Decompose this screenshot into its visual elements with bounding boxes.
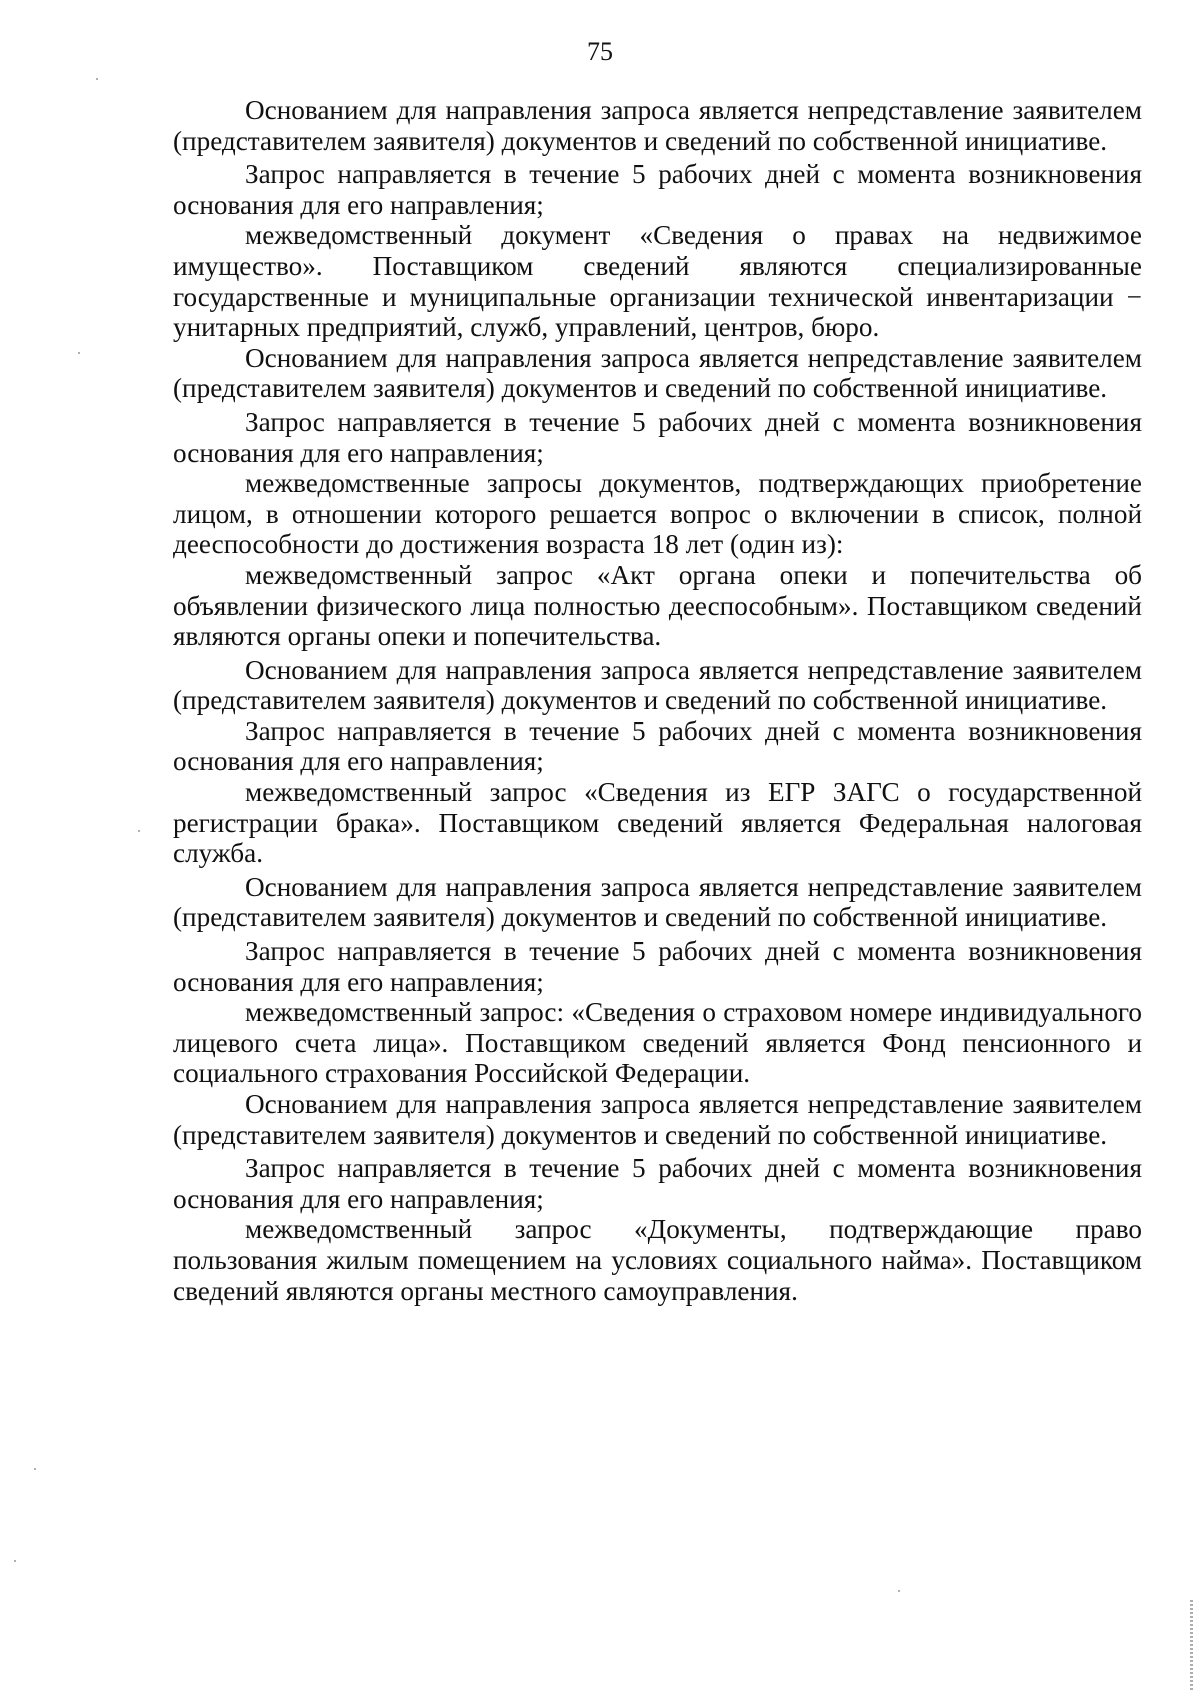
- scan-speck: [14, 1560, 16, 1562]
- document-body: [173, 95, 1142, 1306]
- scan-speck: [78, 352, 80, 354]
- paragraph: межведомственные запросы документов, подтверждающих приобретение лицом, в отношении которого решается вопрос о включении в список, полной дееспособности до достижения возраста 18 лет (один из):: [173, 468, 1142, 560]
- paragraph: Основанием для направления запроса является непредставление заявителем (представителем заявителя) документов и сведений по собственной инициативе.: [173, 342, 1142, 404]
- paragraph: межведомственный запрос «Документы, подтверждающие право пользования жилым помещением на условиях социального найма». Поставщиком сведений являются органы местного самоуправления.: [173, 1214, 1142, 1306]
- scan-speck: [96, 78, 98, 80]
- paragraph: межведомственный документ «Сведения о правах на недвижимое имущество». Поставщиком сведений являются специализированные государственные и муниципальные организации технической инвентаризации − унитарных предприятий, служб, управлений, центров, бюро.: [173, 220, 1142, 343]
- paragraph: межведомственный запрос «Сведения из ЕГР ЗАГС о государственной регистрации брака». Поставщиком сведений является Федеральная налоговая служба.: [173, 777, 1142, 869]
- paragraph: Запрос направляется в течение 5 рабочих дней с момента возникновения основания для его направления;: [173, 936, 1142, 997]
- scan-speck: [34, 1468, 36, 1470]
- scan-speck: [138, 830, 140, 832]
- scan-speck: [898, 1590, 900, 1592]
- paragraph: Основанием для направления запроса является непредставление заявителем (представителем заявителя) документов и сведений по собственной инициативе.: [173, 95, 1142, 156]
- paragraph: Запрос направляется в течение 5 рабочих дней с момента возникновения основания для его направления;: [173, 1153, 1142, 1214]
- page-number: 75: [587, 37, 613, 66]
- scan-edge-mark: [1190, 1600, 1193, 1692]
- paragraph: межведомственный запрос: «Сведения о страховом номере индивидуального лицевого счета лица». Поставщиком сведений является Фонд пенсионного и социального страхования Российской Федерации.: [173, 997, 1142, 1089]
- paragraph: межведомственный запрос «Акт органа опеки и попечительства об объявлении физического лица полностью дееспособным». Поставщиком сведений являются органы опеки и попечительства.: [173, 559, 1142, 652]
- paragraph: Запрос направляется в течение 5 рабочих дней с момента возникновения основания для его направления;: [173, 715, 1142, 777]
- paragraph: Основанием для направления запроса является непредставление заявителем (представителем заявителя) документов и сведений по собственной инициативе.: [173, 654, 1142, 716]
- paragraph: Запрос направляется в течение 5 рабочих дней с момента возникновения основания для его направления;: [173, 159, 1142, 220]
- paragraph: Запрос направляется в течение 5 рабочих дней с момента возникновения основания для его направления;: [173, 406, 1142, 468]
- paragraph: Основанием для направления запроса является непредставление заявителем (представителем заявителя) документов и сведений по собственной инициативе.: [173, 871, 1142, 933]
- paragraph: Основанием для направления запроса является непредставление заявителем (представителем заявителя) документов и сведений по собственной инициативе.: [173, 1089, 1142, 1150]
